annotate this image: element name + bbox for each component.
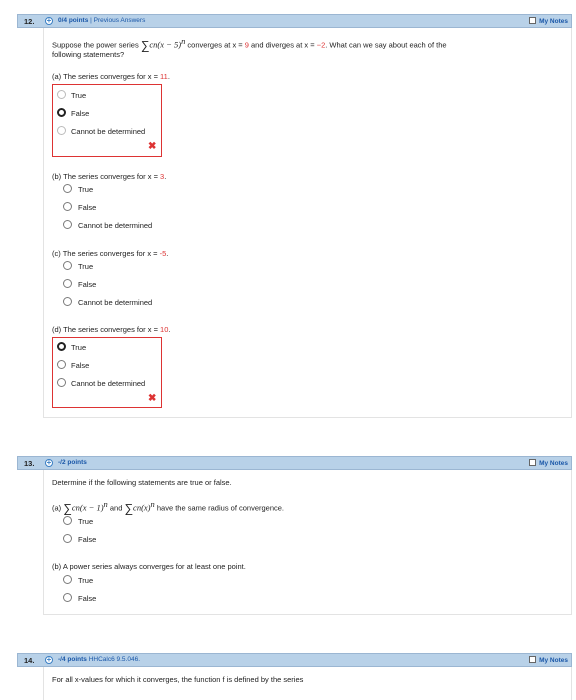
radio-true[interactable]	[57, 342, 66, 351]
series-exp: n	[181, 36, 186, 46]
option-false: False	[71, 109, 90, 118]
period: .	[166, 249, 169, 258]
previous-answers-link[interactable]: Previous Answers	[93, 17, 146, 24]
series-exp: n	[103, 499, 108, 509]
option-false: False	[71, 361, 90, 370]
option-cannot: Cannot be determined	[71, 379, 146, 388]
option-false: False	[78, 535, 97, 544]
radio-true[interactable]	[63, 184, 72, 193]
expand-plus-icon[interactable]: +	[46, 458, 52, 467]
part-d-label	[52, 325, 170, 334]
radio-false[interactable]	[57, 108, 66, 117]
question-12-header	[17, 14, 572, 28]
option-cannot: Cannot be determined	[71, 127, 146, 136]
question-number: 14.	[24, 656, 35, 665]
option-cannot: Cannot be determined	[78, 298, 153, 307]
radio-cannot[interactable]	[63, 220, 72, 229]
option-false: False	[78, 594, 97, 603]
expand-plus-icon[interactable]: +	[46, 655, 52, 664]
option-false: False	[78, 203, 97, 212]
points-label	[58, 17, 145, 24]
expand-plus-icon[interactable]: +	[46, 16, 52, 25]
option-true: True	[78, 517, 94, 526]
points-label	[58, 656, 140, 663]
my-notes-button[interactable]	[529, 17, 568, 25]
part-label: (a) The series converges for x =	[52, 72, 161, 81]
part-label: (a)	[52, 503, 62, 513]
part-value: -5	[159, 249, 167, 258]
radio-true[interactable]	[57, 90, 66, 99]
radio-cannot[interactable]	[63, 297, 72, 306]
sigma-icon: ∑	[124, 501, 134, 516]
part-label: (c) The series converges for x =	[52, 249, 160, 258]
points-value: 0/4 points	[58, 17, 89, 24]
option-false: False	[78, 280, 97, 289]
series-body: n(x − 1)	[75, 502, 104, 513]
points-value: -/4 points	[58, 656, 87, 663]
notes-checkbox-icon[interactable]	[529, 459, 536, 466]
option-true: True	[78, 262, 94, 271]
separator: |	[90, 17, 92, 24]
q13-part-a	[52, 499, 284, 516]
part-c-label	[52, 249, 168, 258]
part-label: (b) The series converges for x =	[52, 172, 161, 181]
part-a-wrong-box	[52, 84, 162, 157]
question-12-body	[43, 28, 572, 418]
series-body: n(x)	[136, 502, 151, 513]
points-value: -/2 points	[58, 459, 87, 466]
option-true: True	[71, 91, 87, 100]
prompt-mid: converges at x =	[187, 40, 245, 50]
option-true: True	[78, 576, 94, 585]
question-13-header	[17, 456, 572, 470]
prompt-mid2: and diverges at x =	[251, 40, 317, 50]
radio-false[interactable]	[63, 593, 72, 602]
sigma-icon: ∑	[63, 501, 72, 516]
radio-true[interactable]	[63, 575, 72, 584]
my-notes-label: My Notes	[539, 18, 568, 25]
source-text: HHCalc6 9.5.046.	[88, 656, 141, 663]
part-a-post: have the same radius of convergence.	[156, 503, 285, 513]
option-cannot: Cannot be determined	[78, 221, 153, 230]
radio-false[interactable]	[63, 279, 72, 288]
question-13-body	[43, 470, 572, 615]
radio-false[interactable]	[57, 360, 66, 369]
question-14-body	[43, 667, 572, 700]
option-true: True	[71, 343, 87, 352]
part-label: (d) The series converges for x =	[52, 325, 161, 334]
part-value: 11	[160, 72, 168, 81]
wrong-x-icon: ✖	[148, 141, 157, 152]
series-coef: c	[149, 39, 154, 50]
question-14-header	[17, 653, 572, 667]
q12-prompt-line2: following statements?	[52, 50, 125, 59]
radio-true[interactable]	[63, 261, 72, 270]
diverge-value: −2	[316, 40, 326, 50]
part-b-label	[52, 172, 166, 181]
radio-false[interactable]	[63, 534, 72, 543]
period: .	[168, 325, 171, 334]
notes-checkbox-icon[interactable]	[529, 656, 536, 663]
wrong-x-icon: ✖	[148, 393, 157, 404]
part-value: 10	[160, 325, 169, 334]
prompt-text: Suppose the power series	[52, 40, 139, 50]
part-a-label	[52, 72, 170, 81]
radio-cannot[interactable]	[57, 378, 66, 387]
period: .	[164, 172, 167, 181]
question-number: 13.	[24, 459, 35, 468]
radio-true[interactable]	[63, 516, 72, 525]
series-coef: c	[71, 502, 76, 513]
notes-checkbox-icon[interactable]	[529, 17, 536, 24]
q14-prompt: For all x-values for which it converges, the function f is defined by the series	[52, 675, 304, 684]
converge-value: 9	[244, 40, 249, 50]
prompt-post: . What can we say about each of the	[325, 40, 447, 50]
my-notes-label: My Notes	[539, 460, 568, 467]
my-notes-button[interactable]	[529, 656, 568, 664]
my-notes-button[interactable]	[529, 459, 568, 467]
question-number: 12.	[24, 17, 35, 26]
sigma-icon: ∑	[140, 38, 150, 53]
series-coef: c	[133, 502, 137, 513]
q13-part-b: (b) A power series always converges for at least one point.	[52, 562, 246, 571]
radio-false[interactable]	[63, 202, 72, 211]
my-notes-label: My Notes	[539, 657, 568, 664]
period: .	[167, 72, 170, 81]
part-value: 3	[160, 172, 165, 181]
radio-cannot[interactable]	[57, 126, 66, 135]
part-d-wrong-box	[52, 337, 162, 408]
q13-prompt: Determine if the following statements are true or false.	[52, 478, 232, 487]
series-body: n(x − 5)	[153, 39, 182, 50]
option-true: True	[78, 185, 94, 194]
and-text: and	[109, 503, 123, 513]
series-exp: n	[150, 499, 155, 509]
